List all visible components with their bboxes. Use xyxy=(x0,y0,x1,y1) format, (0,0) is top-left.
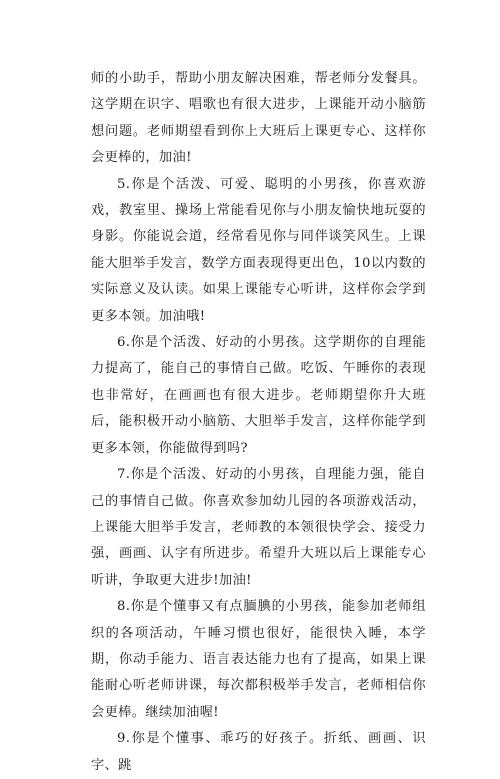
paragraph-comment-6: 6.你是个活泼、好动的小男孩。这学期你的自理能力提高了，能自己的事情自己做。吃饭、午睡你的表现也非常好，在画画也有很大进步。老师期望你升大班后，能积极开动小脑筋、大胆举手发言，这样你能学到更多本领，你能做得到吗? xyxy=(91,335,426,456)
paragraph-continuation: 师的小助手，帮助小朋友解决困难，帮老师分发餐具。这学期在识字、唱歌也有很大进步，上课能开动小脑筋想问题。老师期望看到你上大班后上课更专心、这样你会更棒的，加油! xyxy=(91,71,426,166)
paragraph-comment-7: 7.你是个活泼、好动的小男孩，自理能力强，能自己的事情自己做。你喜欢参加幼儿园的各项游戏活动，上课能大胆举手发言，老师教的本领很快学会、接受力强，画画、认字有所进步。希望升大班以后上课能专心听讲，争取更大进步!加油! xyxy=(91,467,426,588)
paragraph-comment-5: 5.你是个活泼、可爱、聪明的小男孩，你喜欢游戏，教室里、操场上常能看见你与小朋友愉快地玩耍的身影。你能说会道，经常看见你与同伴谈笑风生。上课能大胆举手发言，数学方面表现得更出色，10以内数的实际意义及认读。如果上课能专心听讲，这样你会学到更多本领。加油哦! xyxy=(91,176,426,324)
paragraph-comment-9: 9.你是个懂事、乖巧的好孩子。折纸、画画、识字、跳 xyxy=(91,731,426,773)
document-body xyxy=(91,66,426,779)
paragraph-comment-8: 8.你是个懂事又有点腼腆的小男孩，能参加老师组织的各项活动，午睡习惯也很好，能很快入睡，本学期，你动手能力、语言表达能力也有了提高，如果上课能耐心听老师讲课，每次都积极举手发言，老师相信你会更棒。继续加油喔! xyxy=(91,599,426,720)
